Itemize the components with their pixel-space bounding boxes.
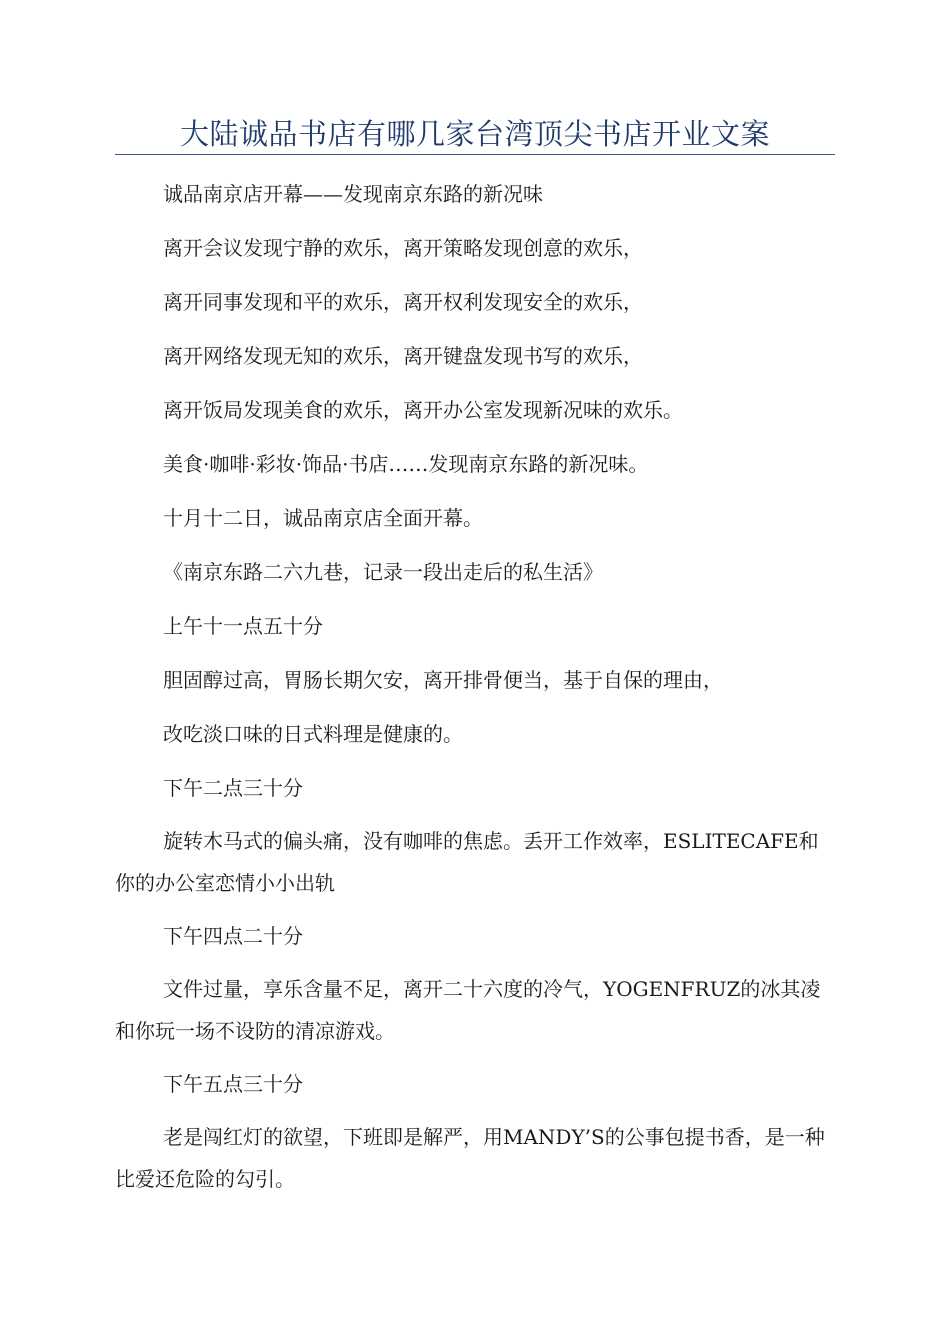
paragraph: 离开饭局发现美食的欢乐，离开办公室发现新况味的欢乐。	[163, 398, 683, 422]
title-underline	[115, 154, 835, 155]
paragraph: 离开同事发现和平的欢乐，离开权利发现安全的欢乐，	[163, 290, 643, 314]
paragraph: 《南京东路二六九巷，记录一段出走后的私生活》	[163, 560, 603, 584]
paragraph: 离开会议发现宁静的欢乐，离开策略发现创意的欢乐，	[163, 236, 643, 260]
paragraph: 老是闯红灯的欲望，下班即是解严，用MANDY’S的公事包提书香，是一种比爱还危险的勾引。	[115, 1125, 825, 1191]
time-heading: 上午十一点五十分	[163, 614, 323, 638]
paragraph: 改吃淡口味的日式料理是健康的。	[163, 722, 463, 746]
paragraph: 胆固醇过高，胃肠长期欠安，离开排骨便当，基于自保的理由，	[163, 668, 723, 692]
paragraph: 美食·咖啡·彩妆·饰品·书店……发现南京东路的新况味。	[163, 452, 649, 476]
paragraph: 十月十二日，诚品南京店全面开幕。	[163, 506, 483, 530]
paragraph: 诚品南京店开幕——发现南京东路的新况味	[163, 182, 543, 206]
paragraph: 离开网络发现无知的欢乐，离开键盘发现书写的欢乐，	[163, 344, 643, 368]
document-body	[115, 172, 835, 1210]
time-heading: 下午五点三十分	[163, 1072, 303, 1096]
document-title: 大陆诚品书店有哪几家台湾顶尖书店开业文案	[179, 117, 770, 151]
time-heading: 下午四点二十分	[163, 924, 303, 948]
paragraph: 文件过量，享乐含量不足，离开二十六度的冷气，YOGENFRUZ的冰其凌和你玩一场不设防的清凉游戏。	[115, 977, 821, 1043]
paragraph: 旋转木马式的偏头痛，没有咖啡的焦虑。丢开工作效率，ESLITECAFE和你的办公室恋情小小出轨	[115, 829, 819, 895]
time-heading: 下午二点三十分	[163, 776, 303, 800]
